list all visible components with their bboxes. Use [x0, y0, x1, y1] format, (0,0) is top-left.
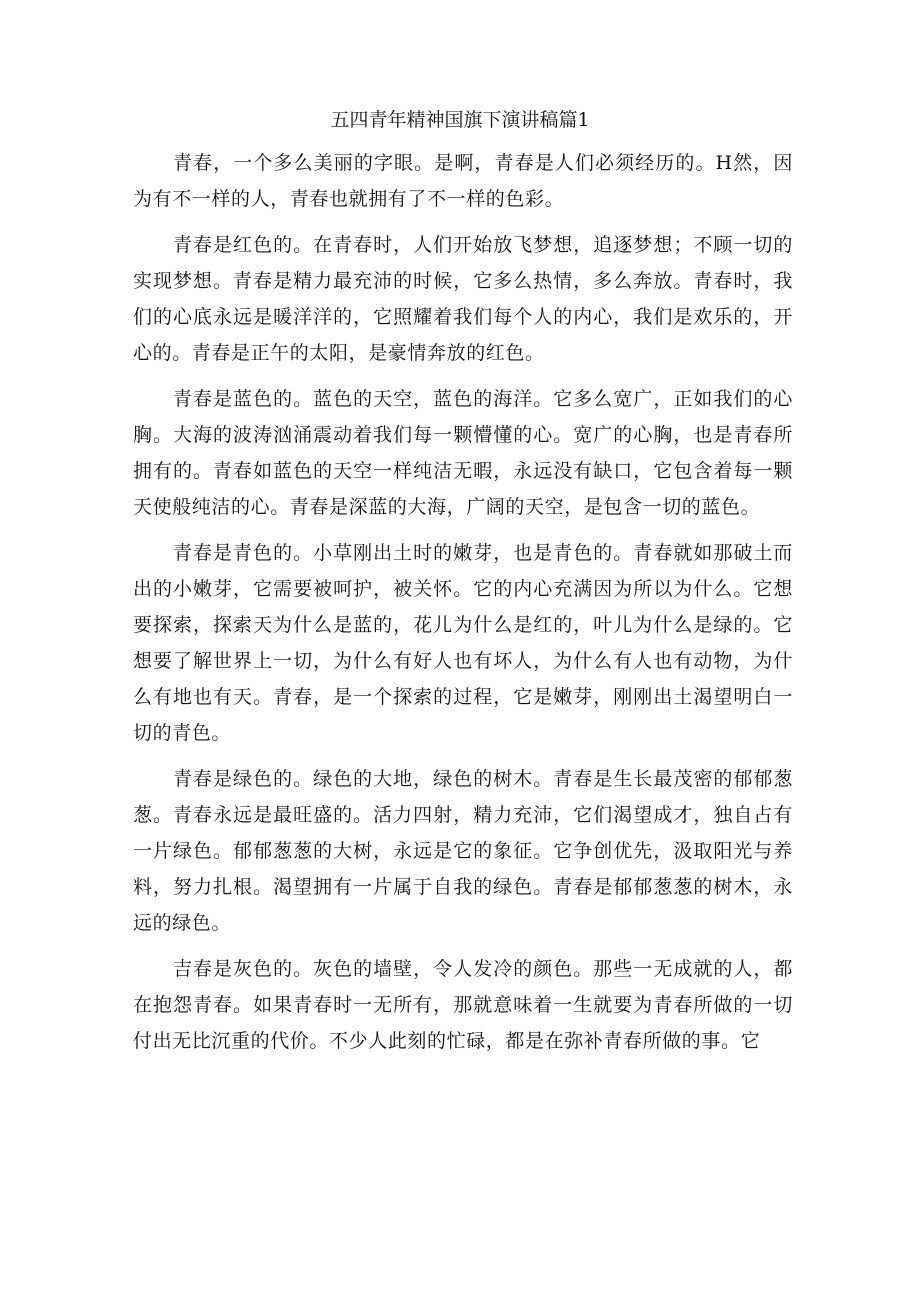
paragraph-green: 青春是绿色的。绿色的大地，绿色的树木。青春是生长最茂密的郁郁葱葱。青春永远是最旺盛的。活力四射，精力充沛，它们渴望成才，独自占有一片绿色。郁郁葱葱的大树，永远是它的象征。它争创优先，汲取阳光与养料，努力扎根。渴望拥有一片属于自我的绿色。青春是郁郁葱葱的树木，永远的绿色。: [133, 768, 793, 934]
document-body: [133, 145, 793, 1069]
paragraph-gray: 吉春是灰色的。灰色的墙壁，令人发冷的颜色。那些一无成就的人，都在抱怨青春。如果青春时一无所有，那就意味着一生就要为青春所做的一切付出无比沉重的代价。不少人此刻的忙碌，都是在弥补青春所做的事。它: [133, 958, 793, 1052]
paragraph-red: 青春是红色的。在青春时，人们开始放飞梦想，追逐梦想；不顾一切的实现梦想。青春是精力最充沛的时候，它多么热情，多么奔放。青春时，我们的心底永远是暖洋洋的，它照耀着我们每个人的内心，我们是欢乐的，开心的。青春是正午的太阳，是豪情奔放的红色。: [133, 234, 793, 364]
paragraph-cyan: 青春是青色的。小草刚出土时的嫩芽，也是青色的。青春就如那破土而出的小嫩芽，它需要被呵护，被关怀。它的内心充满因为所以为什么。它想要探索，探索天为什么是蓝的，花儿为什么是红的，叶儿为什么是绿的。它想要了解世界上一切，为什么有好人也有坏人，为什么有人也有动物，为什么有地也有天。青春，是一个探索的过程，它是嫩芽，刚刚出土渴望明白一切的青色。: [133, 542, 793, 744]
paragraph-intro: 青春，一个多么美丽的字眼。是啊，青春是人们必须经历的。H然，因为有不一样的人，青春也就拥有了不一样的色彩。: [133, 152, 793, 210]
paragraph-blue: 青春是蓝色的。蓝色的天空，蓝色的海洋。它多么宽广，正如我们的心胸。大海的波涛汹涌震动着我们每一颗懵懂的心。宽广的心胸，也是青春所拥有的。青春如蓝色的天空一样纯洁无暇，永远没有缺口，它包含着每一颗天使般纯洁的心。青春是深蓝的大海，广阔的天空，是包含一切的蓝色。: [133, 388, 793, 518]
document-title: 五四青年精神国旗下演讲稿篇1: [330, 109, 590, 131]
